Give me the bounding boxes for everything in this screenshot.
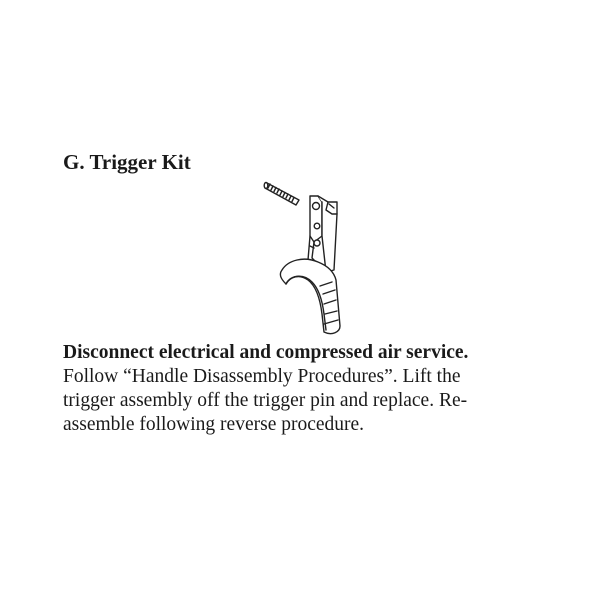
instruction-line: assemble following reverse procedure. [63, 414, 365, 435]
instruction-line: Follow “Handle Disassembly Procedures”. Lift the [63, 366, 461, 387]
trigger-pin-icon [264, 183, 299, 206]
warning-text: Disconnect electrical and compressed air service. [63, 342, 469, 363]
instruction-text [63, 341, 553, 437]
instruction-line: trigger assembly off the trigger pin and replace. Re- [63, 390, 468, 411]
trigger-body-icon [280, 196, 340, 334]
trigger-assembly-icon [262, 174, 352, 336]
trigger-kit-figure [262, 174, 352, 336]
section-heading: G. Trigger Kit [63, 150, 191, 174]
